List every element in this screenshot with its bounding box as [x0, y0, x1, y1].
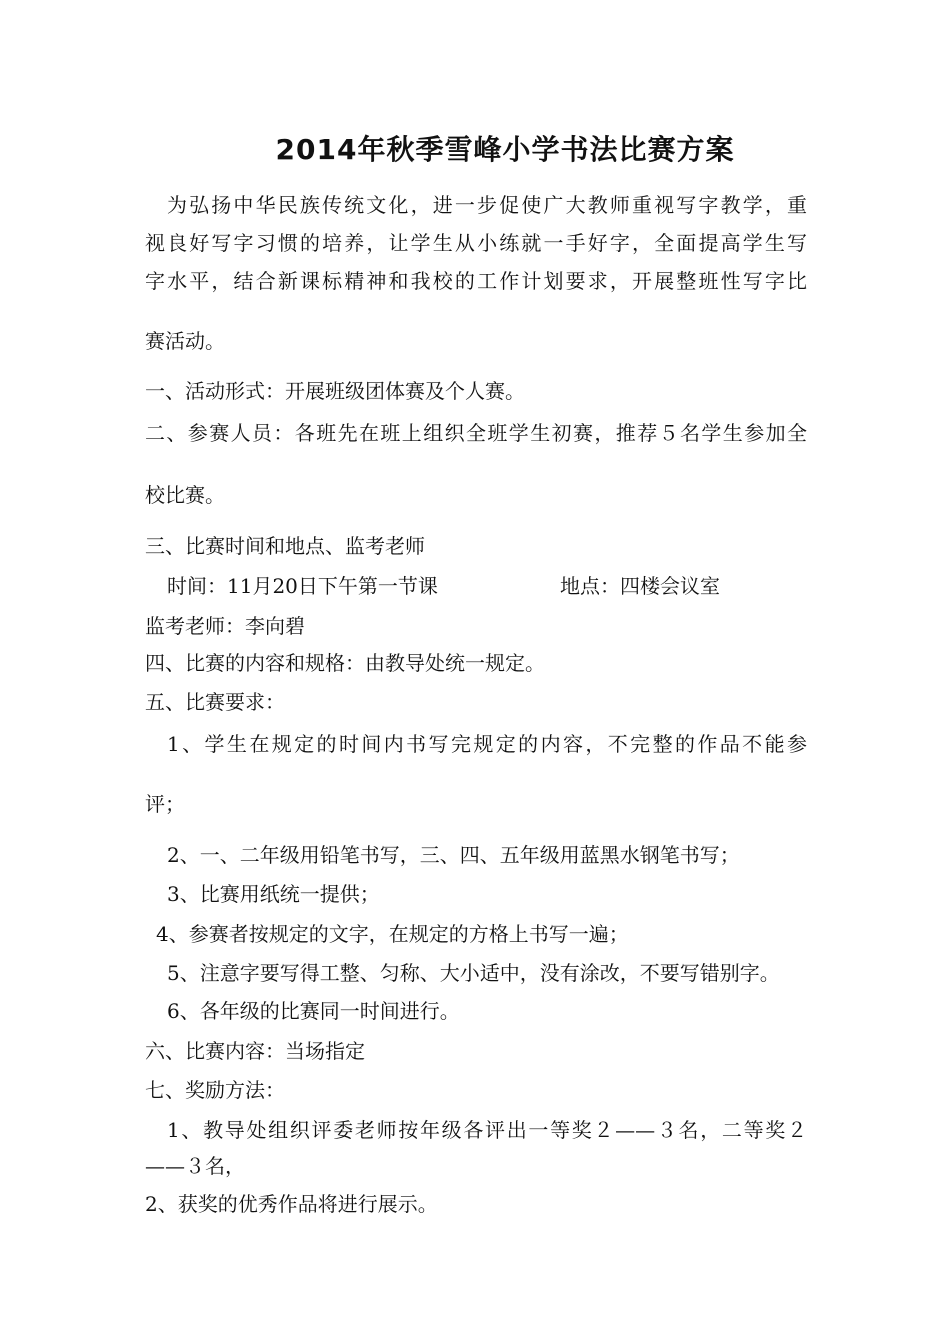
requirement-2: 2、一、二年级用铅笔书写，三、四、五年级用蓝黑水钢笔书写；	[167, 843, 740, 867]
intro-line-3: 字水平，结合新课标精神和我校的工作计划要求，开展整班性写字比	[145, 269, 807, 293]
section-3-time: 时间：11月20日下午第一节课	[167, 574, 438, 598]
reward-1-line-1: 1、教导处组织评委老师按年级各评出一等奖２——３名，二等奖２	[167, 1118, 807, 1142]
section-7-heading: 七、奖励方法：	[145, 1078, 285, 1102]
requirement-6: 6、各年级的比赛同一时间进行。	[167, 999, 460, 1023]
section-3-heading: 三、比赛时间和地点、监考老师	[145, 534, 425, 558]
section-2-line-1: 二、参赛人员：各班先在班上组织全班学生初赛，推荐５名学生参加全	[145, 421, 807, 445]
requirement-3: 3、比赛用纸统一提供；	[167, 882, 380, 906]
section-5-heading: 五、比赛要求：	[145, 690, 285, 714]
intro-paragraph	[145, 186, 807, 300]
reward-2: 2、获奖的优秀作品将进行展示。	[145, 1192, 438, 1216]
section-3-place: 地点：四楼会议室	[560, 574, 720, 598]
intro-line-2: 视良好写字习惯的培养，让学生从小练就一手好字，全面提高学生写	[145, 231, 807, 255]
requirement-1-line-1: 1、学生在规定的时间内书写完规定的内容，不完整的作品不能参	[167, 732, 807, 756]
section-3-teacher: 监考老师：李向碧	[145, 614, 305, 638]
section-2-line-2: 校比赛。	[145, 483, 225, 507]
document-title: 2014年秋季雪峰小学书法比赛方案	[275, 133, 735, 166]
intro-line-1: 为弘扬中华民族传统文化，进一步促使广大教师重视写字教学，重	[167, 193, 807, 217]
intro-line-4: 赛活动。	[145, 329, 225, 353]
section-4: 四、比赛的内容和规格：由教导处统一规定。	[145, 651, 545, 675]
section-6: 六、比赛内容：当场指定	[145, 1039, 365, 1063]
reward-1-line-2: ——３名，	[145, 1154, 245, 1178]
requirement-5: 5、注意字要写得工整、匀称、大小适中，没有涂改，不要写错别字。	[167, 961, 780, 985]
requirement-4: 4、参赛者按规定的文字，在规定的方格上书写一遍；	[156, 922, 629, 946]
requirement-1-line-2: 评；	[145, 792, 185, 816]
section-1: 一、活动形式：开展班级团体赛及个人赛。	[145, 379, 525, 403]
